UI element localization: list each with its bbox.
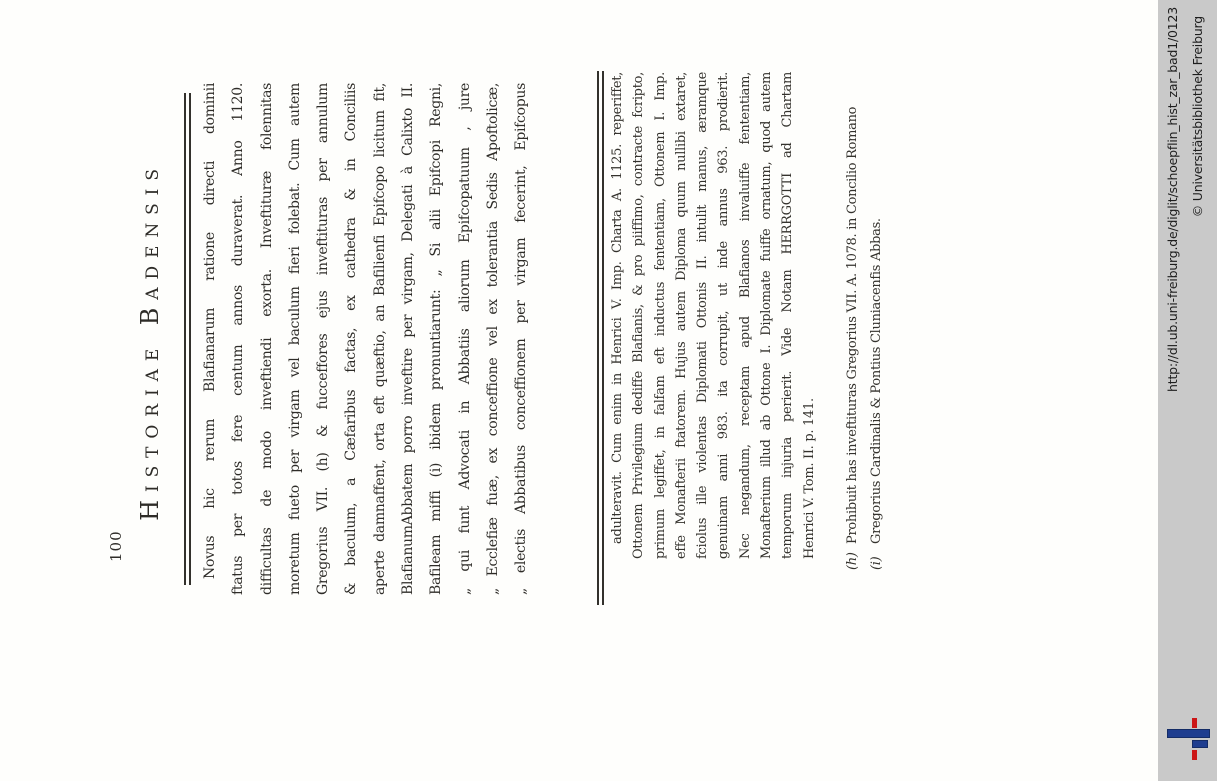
body-line: ftatus per totos fere centum annos duraverat. Anno 1120. bbox=[230, 83, 247, 595]
footnote-line: effe Monafterii ftatorem. Hujus autem Diploma quum nullibi extaret, bbox=[673, 72, 689, 559]
document-url-text: http://dl.ub.uni-freiburg.de/diglit/schoepflin_hist_zar_bad1/0123 bbox=[1165, 7, 1180, 392]
body-line: difficultas de modo inveftiendi exorta. Inveftituræ folennitas bbox=[258, 83, 275, 595]
body-line: „ qui funt Advocati in Abbatiis aliorum Epifcopatuum , jure bbox=[456, 83, 473, 595]
footnote-line: fciolus ille violentas Diplomati Ottonis II. intulit manus, æramque bbox=[695, 72, 711, 559]
body-line: & baculum, a Cæfaribus factas, ex cathedra & in Conciliis bbox=[343, 83, 360, 595]
logo-tall-bar bbox=[1167, 729, 1210, 738]
body-line: „ electis Abbatibus conceffionem per virgam fecerint, Epifcopus bbox=[513, 83, 530, 595]
body-line: aperte damnaffent, orta eft quæftio, an Bafilienfi Epifcopo licitum fit, bbox=[371, 83, 388, 595]
footnote-line: Henrici V. Tom. II. p. 141. bbox=[801, 398, 817, 559]
footnote-marker-h: (h) bbox=[845, 552, 860, 570]
footnote-line: genuinam anni 983. ita corrupit, ut inde annus 963. prodierit. bbox=[716, 72, 732, 559]
footnote-line: primum legiffet, in falfam eft inductus fententiam, Ottonem I. Imp. bbox=[652, 72, 668, 559]
logo-red-square-left bbox=[1192, 750, 1197, 760]
logo-short-bar bbox=[1192, 740, 1208, 748]
footnote-text-h: Prohibuit has inveftituras Gregorius VII. A. 1078. in Concilio Romano bbox=[845, 106, 860, 544]
footnote-text-i: Gregorius Cardinalis & Pontius Cluniacenfis Abbas. bbox=[869, 218, 884, 544]
footnote-line: temporum injuria perierit. Vide Notam HERRGOTTI ad Chartam bbox=[780, 72, 796, 559]
footnote-line: Ottonem Privilegium dediffe Blafianis, & pro piiffimo, contracte fcripto, bbox=[631, 72, 647, 559]
header-double-rule bbox=[184, 93, 191, 585]
running-header: Historiae Badensis bbox=[136, 161, 164, 521]
footnote-entry-h bbox=[845, 70, 860, 570]
footnote-continuation-block bbox=[607, 72, 820, 559]
body-line: Gregorius VII. (h) & fucceffores ejus inveftituras per annulum bbox=[315, 83, 332, 595]
footnote-line: Monafterium illud ab Ottone I. Diplomate fuiffe ornatum, quod autem bbox=[759, 72, 775, 559]
ub-freiburg-logo bbox=[1166, 716, 1212, 760]
body-line: „ Ecclefiæ fuæ, ex conceffione vel ex tolerantia Sedis Apoftolicæ, bbox=[484, 83, 501, 595]
logo-red-square-right bbox=[1192, 718, 1197, 728]
page-number: 100 bbox=[107, 530, 125, 562]
body-line: moretum fueto per virgam vel baculum fieri folebat. Cum autem bbox=[286, 83, 303, 595]
footnote-line: Nec negandum, receptam apud Blafianos invaluiffe fententiam, bbox=[737, 72, 753, 559]
copyright-text: © Universitätsbibliothek Freiburg bbox=[1190, 16, 1205, 218]
body-line: BlafianumAbbatem porro inveftire per virgam, Delegati à Calixto II. bbox=[400, 83, 417, 595]
footnote-double-rule bbox=[597, 71, 604, 605]
footnote-marker-i: (i) bbox=[869, 556, 884, 570]
body-line: Novus hic rerum Blafianarum ratione directi dominii bbox=[202, 83, 218, 579]
footnote-entry-i bbox=[869, 70, 884, 570]
body-line: Bafileam miffi (i) ibidem pronuntiarunt: „ Si alii Epifcopi Regni, bbox=[428, 83, 445, 595]
footnote-line: adulteravit. Cum enim in Henrici V. Imp. Charta A. 1125. reperiffet, bbox=[610, 72, 625, 544]
body-text-block bbox=[196, 83, 536, 595]
viewer-strip bbox=[1158, 0, 1217, 781]
